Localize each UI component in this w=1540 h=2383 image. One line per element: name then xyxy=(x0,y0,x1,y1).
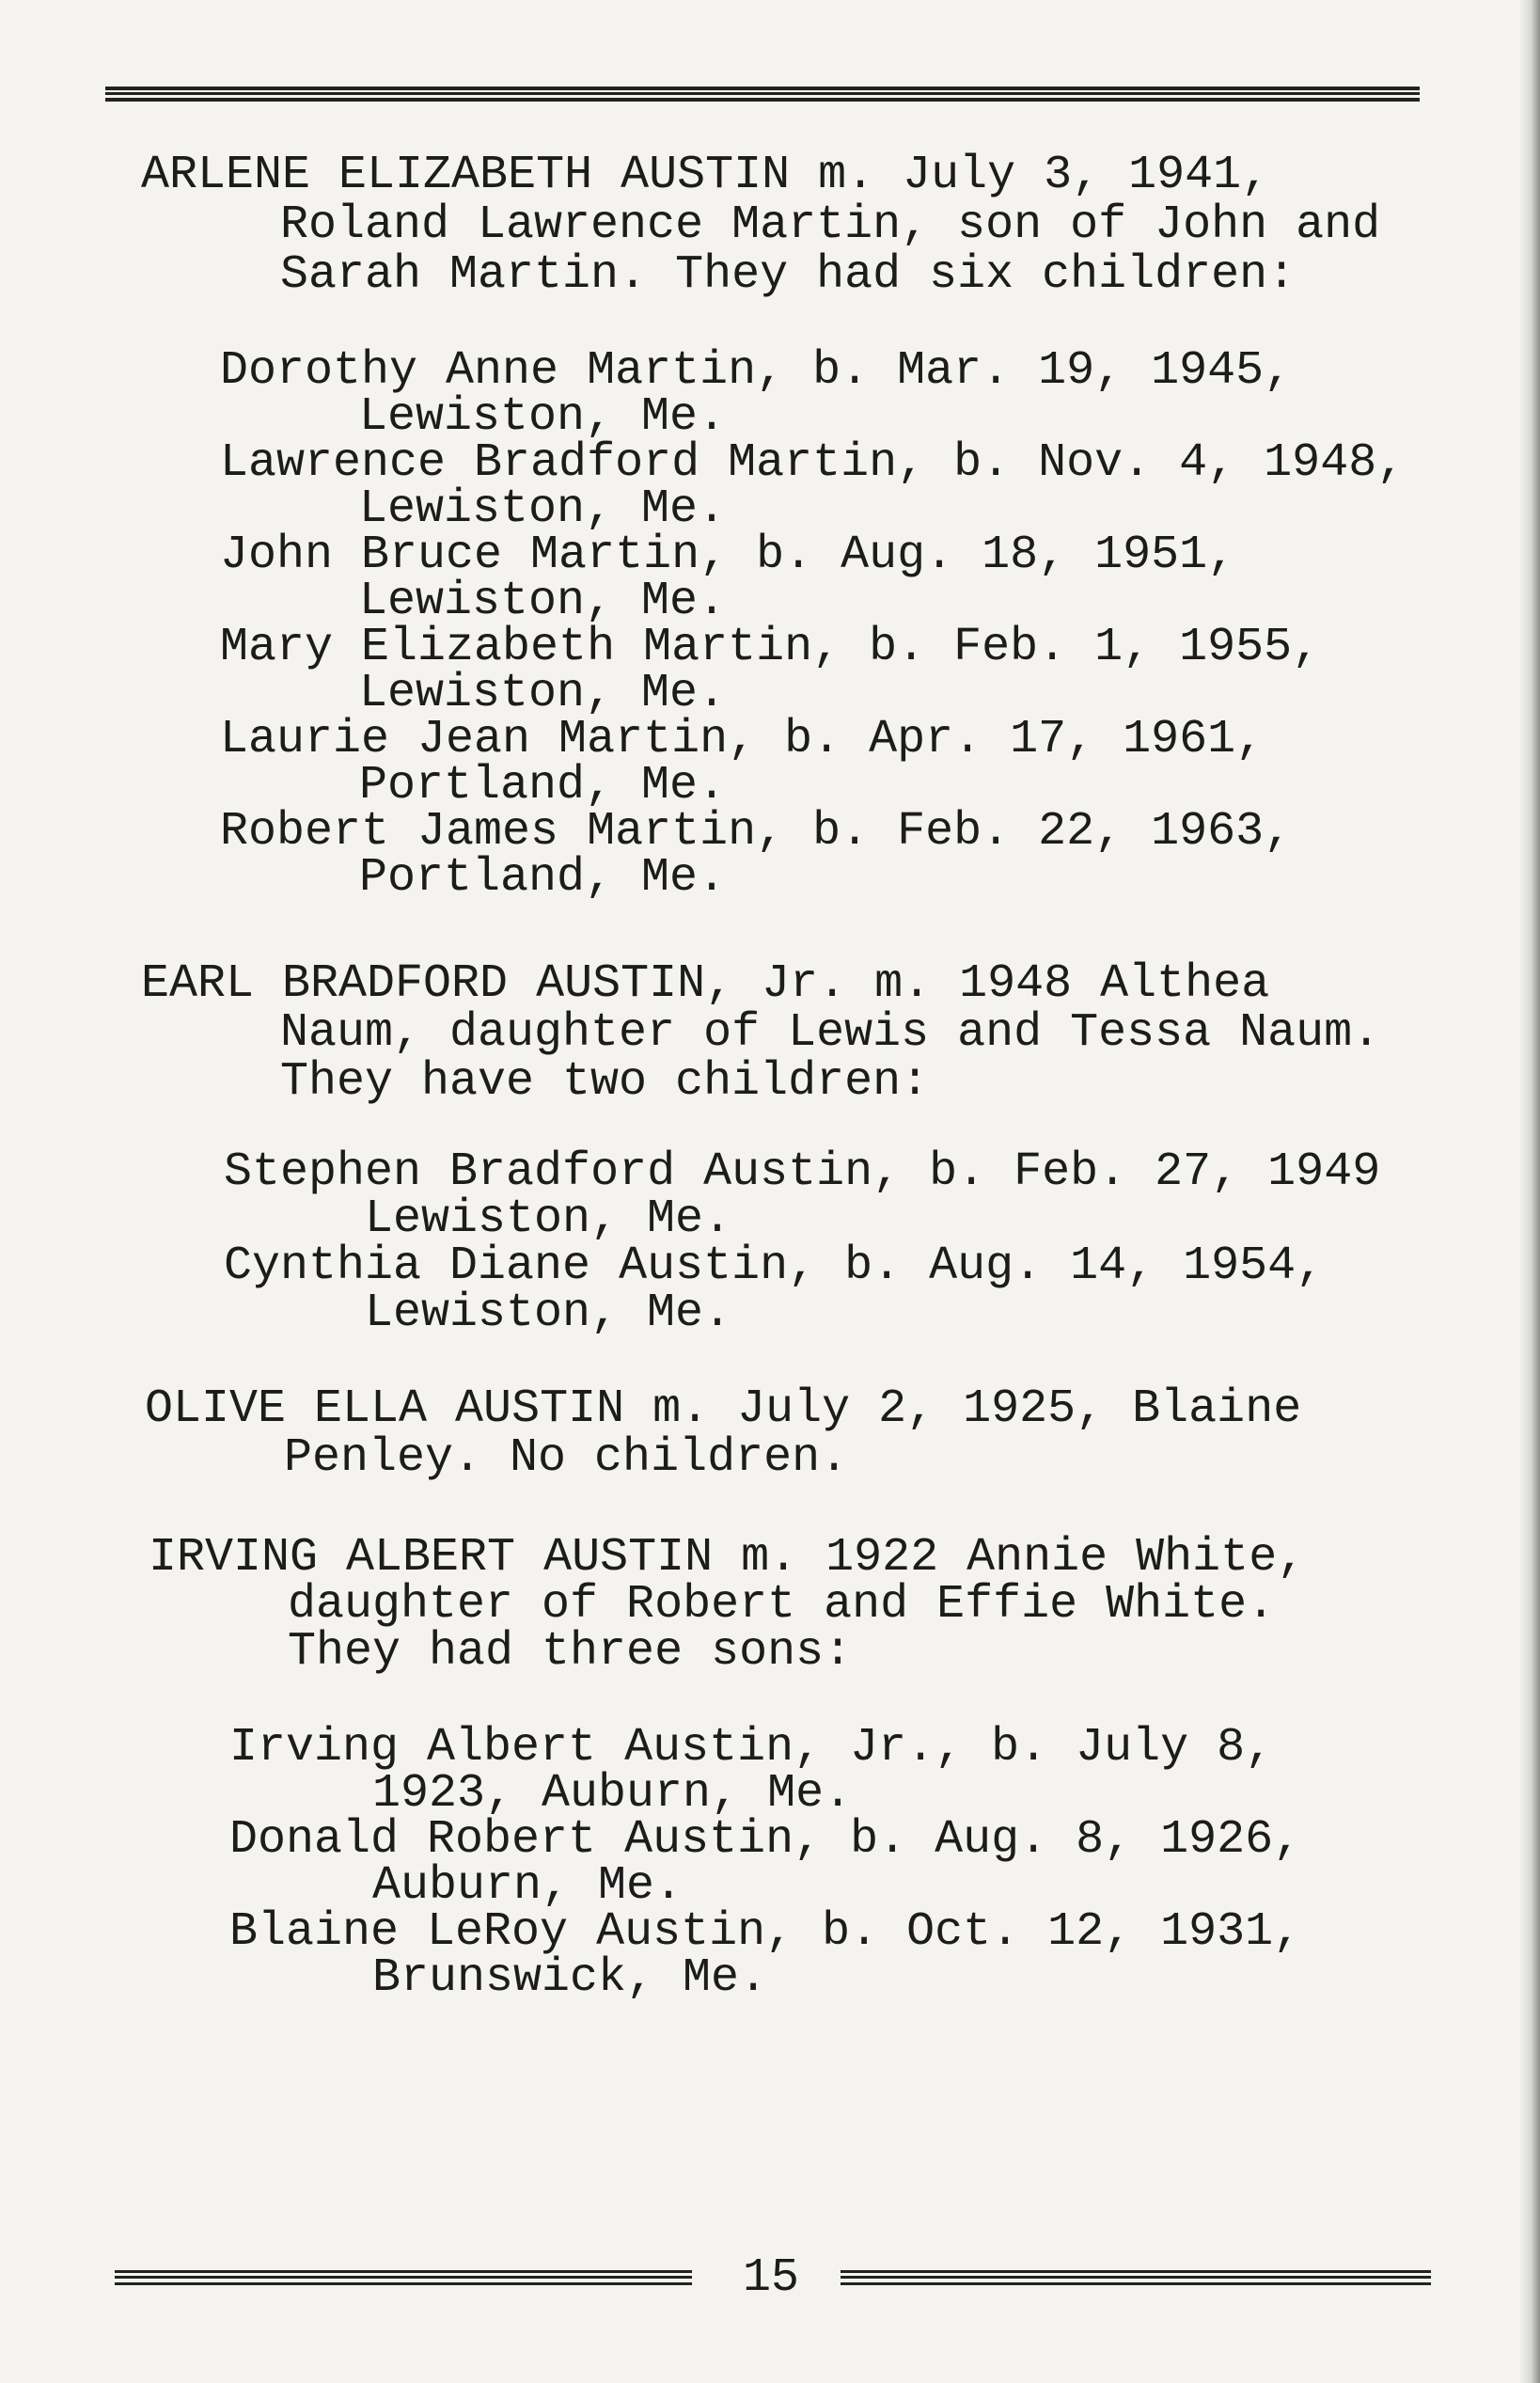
child-place: 1923, Auburn, Me. xyxy=(372,1767,853,1821)
entry-text-line: They have two children: xyxy=(280,1055,930,1109)
child-place: Portland, Me. xyxy=(359,851,727,905)
child-place: Portland, Me. xyxy=(359,759,727,813)
child-name: Stephen Bradford Austin, b. Feb. 27, 1949 xyxy=(224,1145,1381,1199)
footer-rule-right xyxy=(841,2270,1431,2285)
entry-heading: ARLENE ELIZABETH AUSTIN m. July 3, 1941, xyxy=(141,149,1270,202)
child-name: Robert James Martin, b. Feb. 22, 1963, xyxy=(220,805,1293,859)
entry-text-line: Roland Lawrence Martin, son of John and xyxy=(280,198,1381,252)
child-name: John Bruce Martin, b. Aug. 18, 1951, xyxy=(220,529,1236,582)
entry-text-line: Penley. No children. xyxy=(284,1431,849,1485)
entry-heading: IRVING ALBERT AUSTIN m. 1922 Annie White, xyxy=(149,1531,1306,1585)
child-place: Lewiston, Me. xyxy=(359,667,727,720)
page-edge xyxy=(1519,0,1540,2383)
entry-heading: OLIVE ELLA AUSTIN m. July 2, 1925, Blaine xyxy=(145,1382,1302,1436)
entry-text-line: Naum, daughter of Lewis and Tessa Naum. xyxy=(280,1006,1381,1060)
child-name: Cynthia Diane Austin, b. Aug. 14, 1954, xyxy=(224,1239,1325,1293)
entry-heading: EARL BRADFORD AUSTIN, Jr. m. 1948 Althea xyxy=(141,957,1270,1011)
footer-rule-left xyxy=(115,2270,692,2285)
child-place: Lewiston, Me. xyxy=(359,482,727,536)
child-place: Auburn, Me. xyxy=(372,1859,684,1913)
child-name: Lawrence Bradford Martin, b. Nov. 4, 1948, xyxy=(220,436,1406,490)
child-place: Lewiston, Me. xyxy=(359,390,727,444)
child-name: Mary Elizabeth Martin, b. Feb. 1, 1955, xyxy=(220,621,1321,674)
entry-text-line: daughter of Robert and Effie White. xyxy=(288,1578,1276,1632)
page-number: 15 xyxy=(742,2251,799,2305)
child-name: Donald Robert Austin, b. Aug. 8, 1926, xyxy=(229,1813,1302,1867)
child-place: Lewiston, Me. xyxy=(359,575,727,628)
child-name: Dorothy Anne Martin, b. Mar. 19, 1945, xyxy=(220,344,1293,398)
child-name: Laurie Jean Martin, b. Apr. 17, 1961, xyxy=(220,713,1265,766)
child-place: Brunswick, Me. xyxy=(372,1951,768,2005)
child-place: Lewiston, Me. xyxy=(365,1286,732,1340)
child-place: Lewiston, Me. xyxy=(365,1192,732,1246)
entry-text-line: Sarah Martin. They had six children: xyxy=(280,248,1296,302)
entry-text-line: They had three sons: xyxy=(288,1625,853,1679)
child-name: Blaine LeRoy Austin, b. Oct. 12, 1931, xyxy=(229,1905,1302,1959)
child-name: Irving Albert Austin, Jr., b. July 8, xyxy=(229,1721,1274,1775)
